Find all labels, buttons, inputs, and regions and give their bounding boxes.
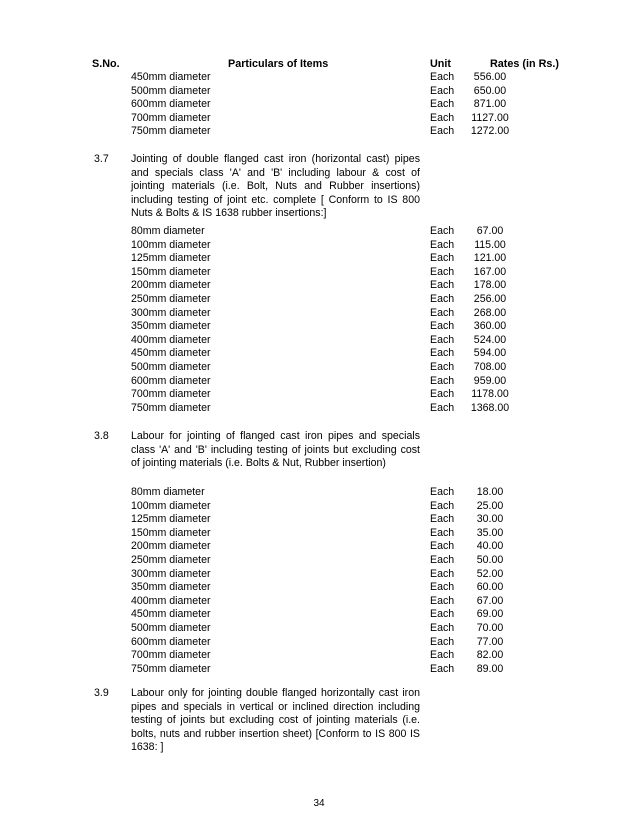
item-size: 750mm diameter — [131, 662, 211, 675]
table-row — [0, 649, 638, 663]
table-row — [0, 554, 638, 568]
item-size: 400mm diameter — [131, 594, 211, 607]
item-unit: Each — [430, 225, 455, 237]
table-row — [0, 595, 638, 609]
item-rate: 524.00 — [473, 333, 507, 346]
item-rate: 52.00 — [476, 567, 504, 580]
item-unit: Each — [430, 98, 455, 111]
item-unit: Each — [430, 567, 455, 580]
item-size: 125mm diameter — [131, 513, 211, 526]
item-rate: 268.00 — [473, 306, 507, 319]
item-unit: Each — [430, 293, 455, 305]
item-size: 250mm diameter — [131, 554, 211, 566]
item-unit: Each — [430, 540, 455, 553]
item-unit: Each — [430, 499, 455, 512]
item-rate: 167.00 — [473, 265, 507, 278]
table-row — [0, 320, 638, 334]
item-unit: Each — [430, 608, 455, 621]
item-unit: Each — [430, 320, 455, 333]
item-size: 500mm diameter — [131, 361, 211, 373]
item-rate: 1127.00 — [471, 111, 509, 124]
header-particulars: Particulars of Items — [228, 58, 329, 70]
item-unit: Each — [430, 125, 455, 138]
item-rate: 50.00 — [476, 554, 504, 566]
table-row — [0, 402, 638, 416]
item-rate: 89.00 — [476, 662, 504, 675]
item-unit: Each — [430, 594, 455, 607]
item-rate: 178.00 — [473, 279, 507, 292]
item-rate: 115.00 — [474, 238, 506, 251]
item-size: 350mm diameter — [131, 320, 211, 333]
item-size: 150mm diameter — [131, 526, 211, 539]
table-row — [0, 71, 638, 85]
item-size: 125mm diameter — [131, 252, 211, 265]
item-rate: 67.00 — [476, 594, 504, 607]
item-size: 300mm diameter — [131, 567, 211, 580]
item-unit: Each — [430, 622, 455, 634]
item-rate: 256.00 — [473, 293, 507, 305]
table-row — [0, 622, 638, 636]
item-rate: 556.00 — [473, 71, 507, 83]
table-row — [0, 112, 638, 126]
item-rate: 25.00 — [476, 499, 504, 512]
item-size: 250mm diameter — [131, 293, 211, 305]
table-row — [0, 361, 638, 375]
item-size: 350mm diameter — [131, 581, 211, 594]
item-size: 450mm diameter — [131, 608, 211, 621]
item-rate: 871.00 — [473, 98, 507, 111]
item-rate: 121.00 — [473, 252, 507, 265]
table-row — [0, 252, 638, 266]
item-rate: 708.00 — [473, 361, 507, 373]
item-rate: 1178.00 — [471, 388, 509, 401]
table-row — [0, 85, 638, 99]
item-size: 150mm diameter — [131, 265, 211, 278]
item-rate: 360.00 — [473, 320, 507, 333]
item-rate: 40.00 — [476, 540, 504, 553]
table-row — [0, 279, 638, 293]
item-size: 700mm diameter — [131, 649, 211, 662]
item-unit: Each — [430, 265, 455, 278]
header-rates: Rates (in Rs.) — [490, 58, 559, 70]
item-size: 750mm diameter — [131, 125, 211, 138]
table-row — [0, 388, 638, 402]
item-rate: 60.00 — [476, 581, 504, 594]
item-rate: 67.00 — [476, 225, 504, 237]
item-size: 500mm diameter — [131, 84, 211, 97]
item-unit: Each — [430, 306, 455, 319]
item-unit: Each — [430, 252, 455, 265]
table-row — [0, 375, 638, 389]
item-size: 600mm diameter — [131, 374, 211, 387]
item-size: 600mm diameter — [131, 635, 211, 648]
table-row — [0, 581, 638, 595]
item-size: 80mm diameter — [131, 225, 205, 237]
table-row — [0, 125, 638, 139]
item-size: 700mm diameter — [131, 111, 211, 124]
item-size: 400mm diameter — [131, 333, 211, 346]
item-rate: 18.00 — [476, 486, 504, 498]
item-unit: Each — [430, 347, 455, 360]
item-unit: Each — [430, 279, 455, 292]
item-unit: Each — [430, 84, 455, 97]
item-unit: Each — [430, 333, 455, 346]
item-rate: 35.00 — [476, 526, 504, 539]
item-rate: 82.00 — [476, 649, 504, 662]
item-unit: Each — [430, 635, 455, 648]
item-rate: 1368.00 — [470, 401, 510, 414]
item-size: 500mm diameter — [131, 622, 211, 634]
table-row — [0, 486, 638, 500]
table-row — [0, 98, 638, 112]
table-row — [0, 225, 638, 239]
header-sno: S.No. — [92, 58, 120, 70]
item-description: Jointing of double flanged cast iron (horizontal cast) pipes and specials class 'A' and 'B' including labour & cost of jointing materials (i.e. Bolt, Nuts and Rubber insertions) including testing of joint etc. complete [ Conform to IS 800 Nuts & Bolts & IS 1638 rubber insertions:] — [131, 153, 420, 220]
table-row — [0, 568, 638, 582]
item-number: 3.9 — [94, 687, 109, 699]
item-unit: Each — [430, 581, 455, 594]
item-size: 80mm diameter — [131, 486, 205, 498]
item-size: 200mm diameter — [131, 540, 211, 553]
item-rate: 1272.00 — [470, 125, 510, 138]
item-unit: Each — [430, 361, 455, 373]
table-row — [0, 636, 638, 650]
table-row — [0, 608, 638, 622]
item-size: 100mm diameter — [131, 499, 211, 512]
table-row — [0, 500, 638, 514]
table-row — [0, 513, 638, 527]
item-size: 450mm diameter — [131, 71, 211, 83]
item-rate: 30.00 — [476, 513, 504, 526]
item-unit: Each — [430, 401, 455, 414]
item-unit: Each — [430, 526, 455, 539]
item-rate: 959.00 — [473, 374, 507, 387]
table-row — [0, 347, 638, 361]
table-row — [0, 663, 638, 677]
item-size: 300mm diameter — [131, 306, 211, 319]
header-unit: Unit — [430, 58, 451, 70]
item-unit: Each — [430, 649, 455, 662]
item-rate: 650.00 — [473, 84, 507, 97]
item-size: 700mm diameter — [131, 388, 211, 401]
table-row — [0, 293, 638, 307]
item-number: 3.7 — [94, 153, 109, 165]
table-row — [0, 527, 638, 541]
item-unit: Each — [430, 111, 455, 124]
item-unit: Each — [430, 388, 455, 401]
item-rate: 77.00 — [476, 635, 504, 648]
item-unit: Each — [430, 374, 455, 387]
item-rate: 594.00 — [473, 347, 507, 360]
item-size: 200mm diameter — [131, 279, 211, 292]
table-row — [0, 540, 638, 554]
item-unit: Each — [430, 486, 455, 498]
item-unit: Each — [430, 554, 455, 566]
table-row — [0, 239, 638, 253]
item-unit: Each — [430, 238, 455, 251]
item-unit: Each — [430, 71, 455, 83]
item-description: Labour only for jointing double flanged horizontally cast iron pipes and specials in vertical or inclined direction including testing of joints but excluding cost of jointing materials (i.e. bolts, nuts and rubber insertion sheet) [Conform to IS 800 IS 1638: ] — [131, 687, 420, 754]
page-number: 34 — [313, 798, 325, 809]
item-rate: 70.00 — [476, 622, 504, 634]
table-row — [0, 266, 638, 280]
item-size: 750mm diameter — [131, 401, 211, 414]
item-unit: Each — [430, 662, 455, 675]
item-description: Labour for jointing of flanged cast iron pipes and specials class 'A' and 'B' including testing of joints but excluding cost of jointing materials (i.e. Bolts & Nut, Rubber insertion) — [131, 430, 420, 470]
item-unit: Each — [430, 513, 455, 526]
item-size: 100mm diameter — [131, 238, 211, 251]
item-number: 3.8 — [94, 430, 109, 442]
table-row — [0, 334, 638, 348]
table-row — [0, 307, 638, 321]
item-size: 450mm diameter — [131, 347, 211, 360]
item-size: 600mm diameter — [131, 98, 211, 111]
item-rate: 69.00 — [476, 608, 504, 621]
